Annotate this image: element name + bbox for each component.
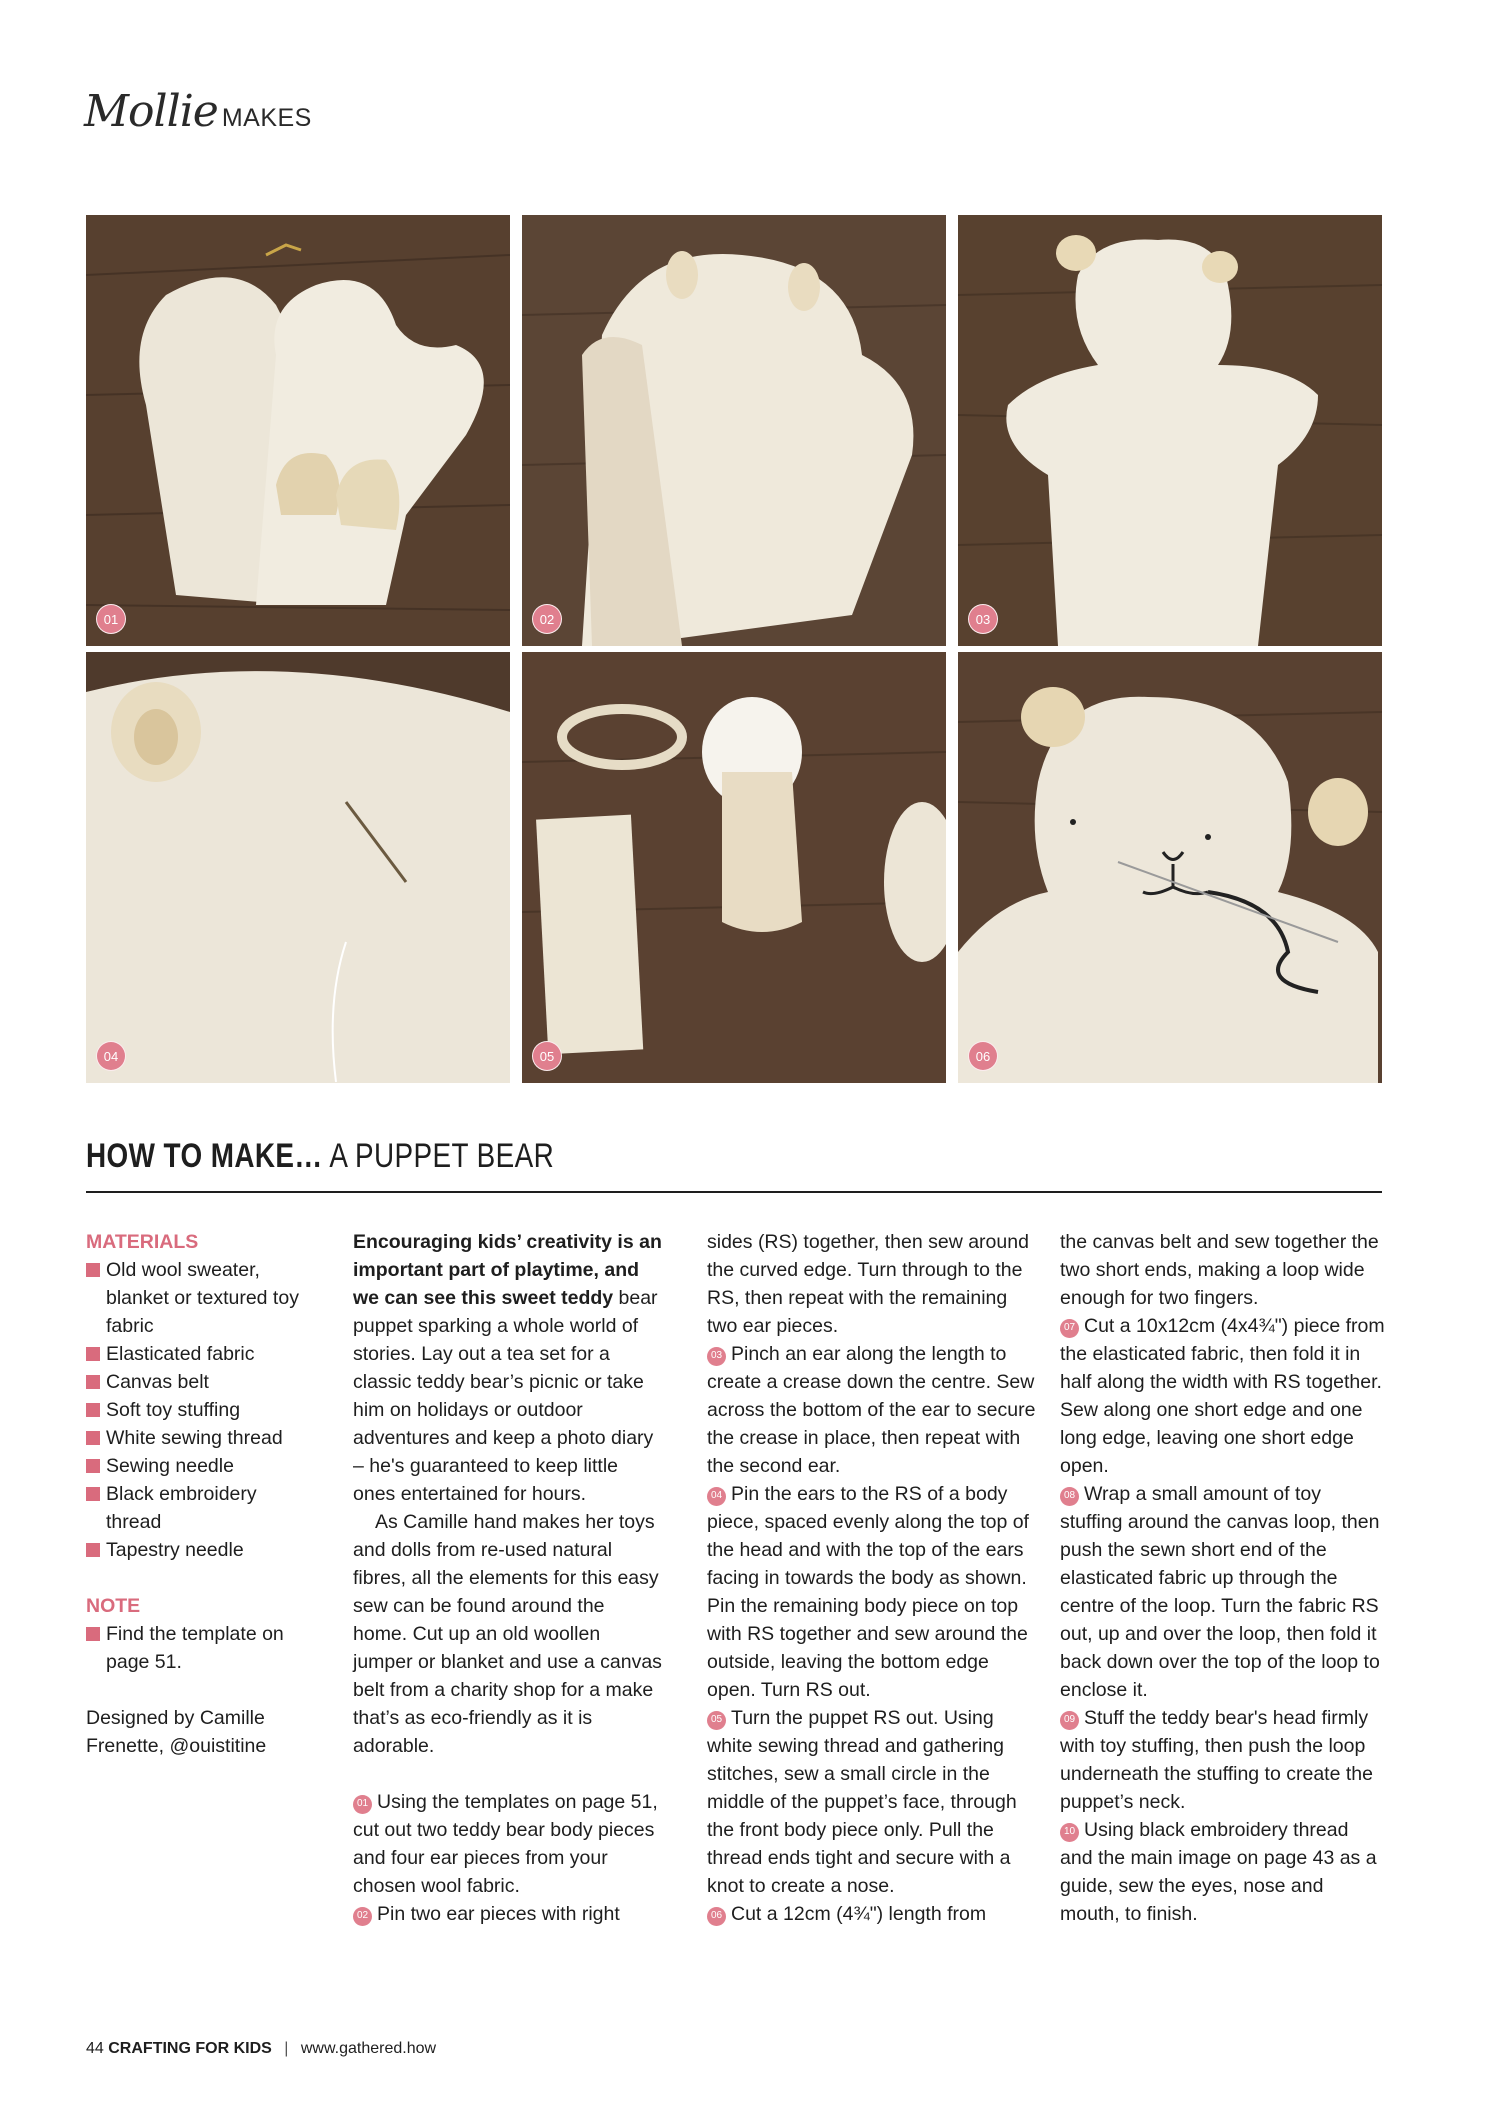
step-10: 10 Using black embroidery thread and the main image on page 43 as a guide, sew the eyes, nose and mouth, to finish. xyxy=(1060,1819,1377,1925)
photo-step-01 xyxy=(86,215,510,646)
heading-text xyxy=(86,1135,1149,1177)
note-title: NOTE xyxy=(86,1595,141,1617)
materials-list xyxy=(86,1256,311,1564)
canvas-loop-icon xyxy=(522,652,946,1083)
heading-bold: HOW TO MAKE… xyxy=(86,1137,323,1175)
step-number-badge: 07 xyxy=(1060,1319,1079,1338)
materials-column xyxy=(86,1228,311,1760)
bullet-square-icon xyxy=(86,1459,100,1473)
step-number-badge: 09 xyxy=(1060,1711,1079,1730)
list-item: Elasticated fabric xyxy=(86,1340,311,1368)
list-item: Find the template on page 51. xyxy=(86,1620,311,1676)
step-05: 05 Turn the puppet RS out. Using white sewing thread and gathering stitches, sew a small circle in the middle of the puppet’s face, through the front body piece only. Pull the thread ends tight and secure with a knot to create a nose. xyxy=(707,1707,1017,1897)
step-badge: 04 xyxy=(96,1041,126,1071)
step-04: 04 Pin the ears to the RS of a body piece, spaced evenly along the top of the head and with the top of the ears facing in towards the body as shown. Pin the remaining body piece on top with RS together and sew around the outside, leaving the bottom edge open. Turn RS out. xyxy=(707,1483,1029,1701)
step-number-badge: 01 xyxy=(353,1795,372,1814)
page-number: 44 xyxy=(86,2040,104,2057)
intro-column xyxy=(353,1228,663,1928)
step-01: 01 Using the templates on page 51, cut out two teddy bear body pieces and four ear pieces from your chosen wool fabric. xyxy=(353,1791,658,1897)
list-item: Tapestry needle xyxy=(86,1536,311,1564)
note-list xyxy=(86,1620,311,1676)
step-06-continued: the canvas belt and sew together the two short ends, making a loop wide enough for two fingers. xyxy=(1060,1231,1379,1309)
list-item: Old wool sweater, blanket or textured toy fabric xyxy=(86,1256,311,1340)
nose-stitch-icon xyxy=(86,652,510,1083)
step-badge: 03 xyxy=(968,604,998,634)
bullet-square-icon xyxy=(86,1487,100,1501)
footer-url[interactable]: www.gathered.how xyxy=(300,2040,437,2057)
step-number-badge: 03 xyxy=(707,1347,726,1366)
step-02-continued: sides (RS) together, then sew around the curved edge. Turn through to the RS, then repeat with the remaining two ear pieces. xyxy=(707,1231,1029,1337)
puppet-turned-out-icon xyxy=(958,215,1382,646)
photo-step-02 xyxy=(522,215,946,646)
step-number-badge: 06 xyxy=(707,1907,726,1926)
step-number-badge: 05 xyxy=(707,1711,726,1730)
step-number-badge: 04 xyxy=(707,1487,726,1506)
step-09: 09 Stuff the teddy bear's head firmly with toy stuffing, then push the loop underneath the stuffing to create the puppet’s neck. xyxy=(1060,1707,1373,1813)
steps-column-4 xyxy=(1060,1228,1386,1928)
photo-step-03 xyxy=(958,215,1382,646)
step-badge: 06 xyxy=(968,1041,998,1071)
step-badge: 01 xyxy=(96,604,126,634)
bullet-square-icon xyxy=(86,1543,100,1557)
bullet-square-icon xyxy=(86,1431,100,1445)
photo-step-06 xyxy=(958,652,1382,1083)
brand-script: Mollie xyxy=(84,86,218,137)
step-07: 07 Cut a 10x12cm (4x4¾") piece from the elasticated fabric, then fold it in half along the width with RS together. Sew along one short edge and one long edge, leaving one short edge open. xyxy=(1060,1315,1385,1477)
photo-step-04 xyxy=(86,652,510,1083)
embroidering-face-icon xyxy=(958,652,1382,1083)
step-number-badge: 02 xyxy=(353,1907,372,1926)
bullet-square-icon xyxy=(86,1375,100,1389)
photo-step-05 xyxy=(522,652,946,1083)
designer-credit: Designed by Camille Frenette, @ouistitine xyxy=(86,1707,267,1757)
brand-logo xyxy=(84,86,312,136)
footer-separator: | xyxy=(284,2040,289,2057)
ears-pinned-icon xyxy=(522,215,946,646)
steps-column-3 xyxy=(707,1228,1037,1928)
section-heading xyxy=(86,1135,1382,1177)
footer-section: CRAFTING FOR KIDS xyxy=(108,2040,272,2057)
bullet-square-icon xyxy=(86,1263,100,1277)
bullet-square-icon xyxy=(86,1403,100,1417)
bullet-square-icon xyxy=(86,1627,100,1641)
felt-pieces-icon xyxy=(86,215,510,646)
heading-divider xyxy=(86,1191,1382,1193)
step-number-badge: 10 xyxy=(1060,1823,1079,1842)
page-footer xyxy=(86,2040,436,2058)
bullet-square-icon xyxy=(86,1347,100,1361)
step-number-badge: 08 xyxy=(1060,1487,1079,1506)
list-item: Black embroidery thread xyxy=(86,1480,311,1536)
list-item: White sewing thread xyxy=(86,1424,311,1452)
intro-lead: Encouraging kids’ creativity is an important part of playtime, and we can see this sweet teddy xyxy=(353,1231,662,1309)
step-06: 06 Cut a 12cm (4¾") length from xyxy=(707,1900,1037,1928)
step-08: 08 Wrap a small amount of toy stuffing around the canvas loop, then push the sewn short end of the elasticated fabric up through the centre of the loop. Turn the fabric RS out, up and over the loop, then fold it back down over the top of the loop to enclose it. xyxy=(1060,1483,1380,1701)
step-badge: 05 xyxy=(532,1041,562,1071)
intro-paragraph-2: As Camille hand makes her toys and dolls from re-used natural fibres, all the elements for this easy sew can be found around the home. Cut up an old woollen jumper or blanket and use a canvas belt from a charity shop for a make that’s as eco-friendly as it is adorable. xyxy=(353,1511,662,1757)
list-item: Sewing needle xyxy=(86,1452,311,1480)
step-02: 02 Pin two ear pieces with right xyxy=(353,1900,663,1928)
step-badge: 02 xyxy=(532,604,562,634)
brand-makes: MAKES xyxy=(221,104,312,132)
materials-title: MATERIALS xyxy=(86,1231,199,1253)
list-item: Soft toy stuffing xyxy=(86,1396,311,1424)
photo-grid xyxy=(86,215,1382,1083)
step-03: 03 Pinch an ear along the length to create a crease down the centre. Sew across the bottom of the ear to secure the crease in place, then repeat with the second ear. xyxy=(707,1343,1036,1477)
heading-light: A PUPPET BEAR xyxy=(322,1137,555,1175)
intro-paragraph: Encouraging kids’ creativity is an important part of playtime, and we can see this sweet teddy bear puppet sparking a whole world of stories. Lay out a tea set for a classic teddy bear’s picnic or take him on holidays or outdoor adventures and keep a photo diary – he's guaranteed to keep little ones entertained for hours. xyxy=(353,1231,662,1505)
list-item: Canvas belt xyxy=(86,1368,311,1396)
